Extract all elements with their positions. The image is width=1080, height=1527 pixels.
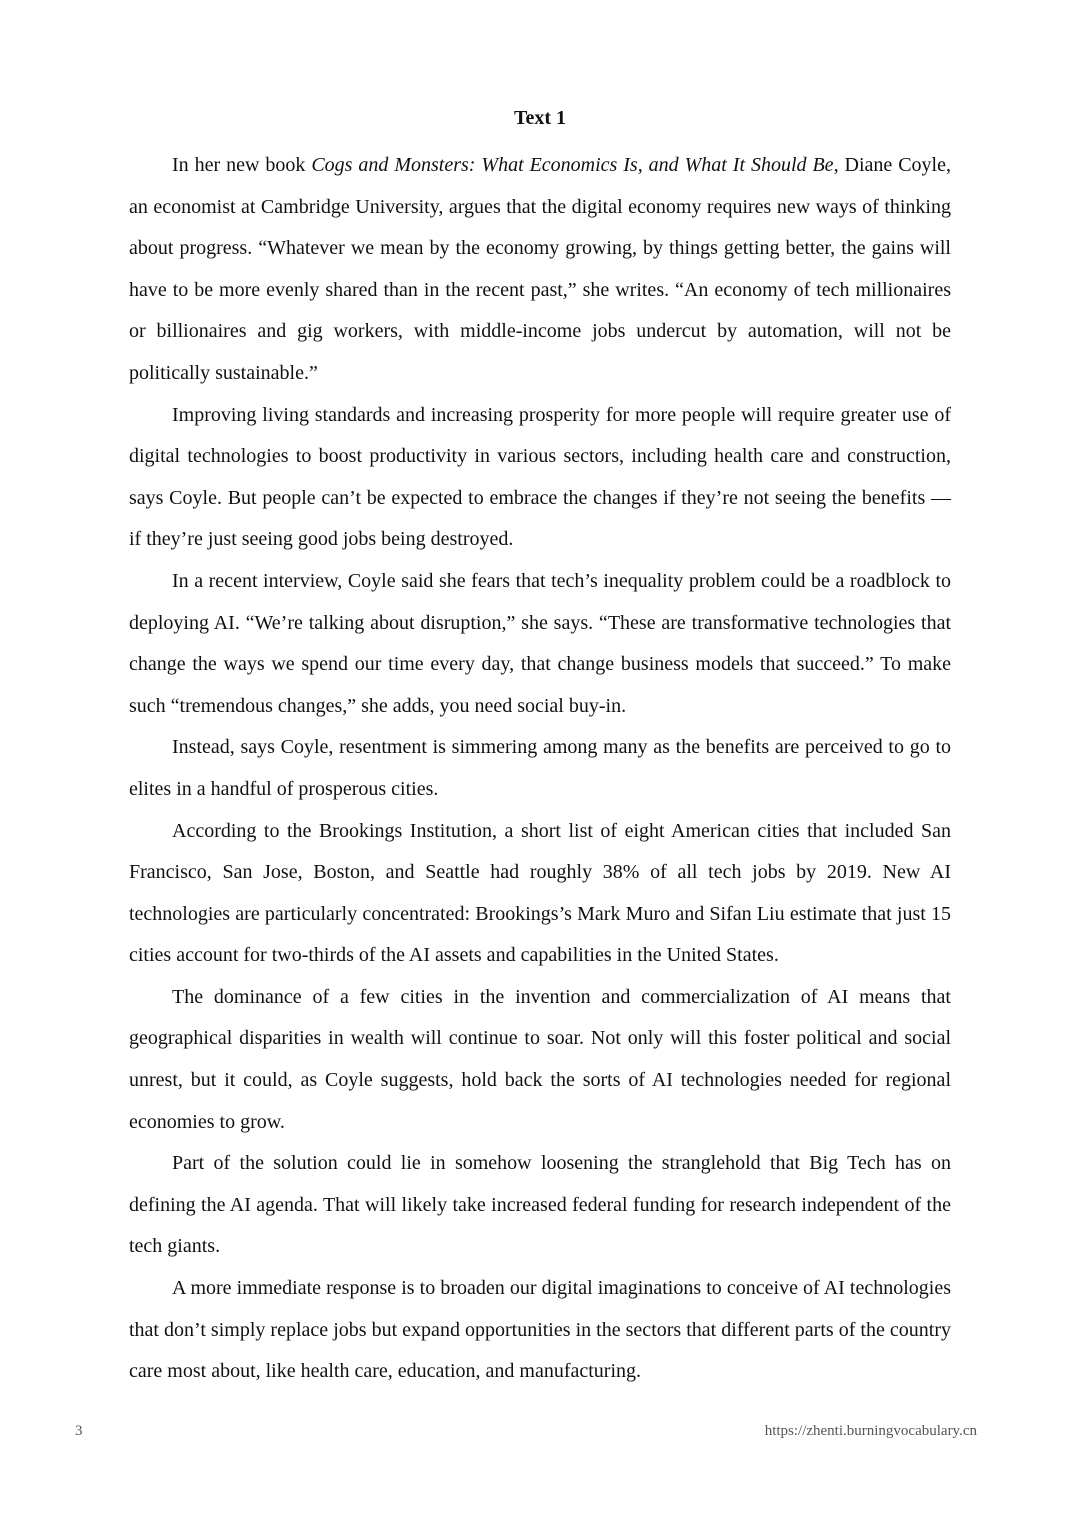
paragraph-5: According to the Brookings Institution, a short list of eight American cities that included San Francisco, San Jose, Boston, and Seattle had roughly 38% of all tech jobs by 2019. New AI technologies are particularly concentrated: Brookings’s Mark Muro and Sifan Liu estimate that just 15 cities account for two-thirds of the AI assets and capabilities in the United States. [129,819,951,967]
paragraph-1-intro: In her new book [172,154,312,176]
document-body [129,104,951,1393]
book-title: Cogs and Monsters: What Economics Is, and What It Should Be [311,154,834,176]
footer-url[interactable]: https://zhenti.burningvocabulary.cn [764,1423,977,1439]
page-number: 3 [75,1423,83,1439]
paragraph-8: A more immediate response is to broaden our digital imaginations to conceive of AI technologies that don’t simply replace jobs but expand opportunities in the sectors that different parts of the country care most about, like health care, education, and manufacturing. [129,1277,951,1383]
text-title: Text 1 [513,107,567,129]
paragraph-6: The dominance of a few cities in the invention and commercialization of AI means that geographical disparities in wealth will continue to soar. Not only will this foster political and social unrest, but it could, as Coyle suggests, hold back the sorts of AI technologies needed for regional economies to grow. [129,985,951,1133]
paragraph-7: Part of the solution could lie in somehow loosening the stranglehold that Big Tech has on defining the AI agenda. That will likely take increased federal funding for research independent of the tech giants. [129,1152,951,1258]
paragraph-1 [129,145,951,395]
paragraph-1-rest: , Diane Coyle, an economist at Cambridge University, argues that the digital economy requires new ways of thinking about progress. “Whatever we mean by the economy growing, by things getting better, the gains will have to be more evenly shared than in the recent past,” she writes. “An economy of tech millionaires or billionaires and gig workers, with middle-income jobs undercut by automation, will not be politically sustainable.” [129,154,951,384]
paragraph-3: In a recent interview, Coyle said she fears that tech’s inequality problem could be a roadblock to deploying AI. “We’re talking about disruption,” she says. “These are transformative technologies that change the ways we spend our time every day, that change business models that succeed.” To make such “tremendous changes,” she adds, you need social buy-in. [129,569,951,717]
paragraph-4: Instead, says Coyle, resentment is simmering among many as the benefits are perceived to go to elites in a handful of prosperous cities. [129,736,951,800]
paragraph-2: Improving living standards and increasing prosperity for more people will require greater use of digital technologies to boost productivity in various sectors, including health care and construction, says Coyle. But people can’t be expected to embrace the changes if they’re not seeing the benefits — if they’re just seeing good jobs being destroyed. [129,403,951,551]
